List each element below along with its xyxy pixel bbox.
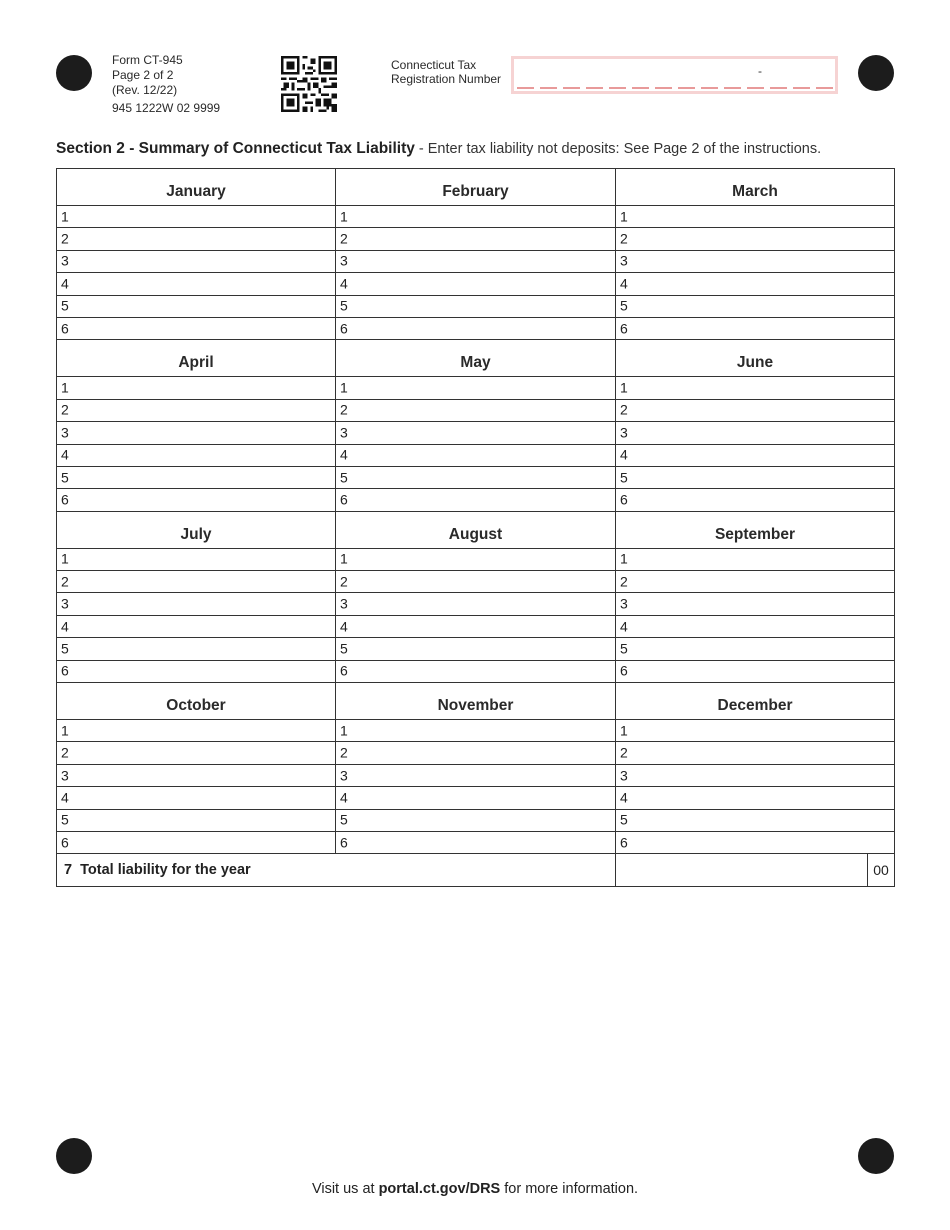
line-number: 5 [340,469,348,486]
line-number: 3 [61,595,69,612]
footer-suffix: for more information. [500,1181,639,1197]
line-number: 6 [620,491,628,508]
liability-cell [616,399,895,421]
line-number: 2 [620,401,628,418]
line-number: 1 [340,722,348,739]
liability-input[interactable] [75,208,308,226]
registration-mark-bottom-left [56,1138,92,1174]
line-number: 4 [61,446,69,463]
liability-input[interactable] [354,297,588,315]
line-number: 3 [61,252,69,269]
liability-cell [616,295,895,317]
table-row [57,422,895,444]
table-row [57,295,895,317]
total-label: 7 Total liability for the year [57,854,616,887]
liability-cell [57,444,336,466]
table-row [57,660,895,682]
section-heading: Section 2 - Summary of Connecticut Tax Liability [56,140,415,157]
line-number: 2 [620,744,628,761]
liability-input[interactable] [75,230,308,248]
table-row [57,444,895,466]
liability-input[interactable] [354,640,588,658]
liability-cell [57,787,336,809]
liability-input[interactable] [354,550,588,568]
table-row [57,742,895,764]
liability-input[interactable] [354,208,588,226]
month-header: May [336,340,616,377]
liability-input[interactable] [354,491,588,509]
month-header: July [57,511,336,548]
line-number: 5 [61,640,69,657]
line-number: 2 [61,230,69,247]
liability-cell [57,548,336,570]
line-number: 4 [340,789,348,806]
registration-number-input[interactable] [516,61,833,89]
line-number: 1 [61,722,69,739]
line-number: 6 [340,320,348,337]
line-number: 2 [620,573,628,590]
table-row [57,377,895,399]
liability-input[interactable] [634,789,867,807]
month-header: January [57,169,336,206]
liability-input[interactable] [634,811,867,829]
line-number: 6 [620,320,628,337]
line-number: 5 [61,469,69,486]
liability-input[interactable] [75,469,308,487]
table-row [57,548,895,570]
liability-input[interactable] [634,573,867,591]
liability-cell [336,317,616,339]
table-row [57,638,895,660]
liability-cell [57,228,336,250]
line-number: 2 [620,230,628,247]
liability-cell [616,206,895,228]
liability-cell [616,273,895,295]
line-number: 4 [620,789,628,806]
liability-input[interactable] [75,767,308,785]
liability-input[interactable] [354,379,588,397]
month-header: August [336,511,616,548]
liability-cell [336,466,616,488]
liability-cell [336,422,616,444]
table-row [57,489,895,511]
footer-link[interactable]: portal.ct.gov/DRS [378,1181,501,1197]
line-number: 6 [620,834,628,851]
liability-input[interactable] [634,297,867,315]
liability-input[interactable] [634,252,867,270]
liability-cell [336,764,616,786]
liability-input[interactable] [354,275,588,293]
liability-cell [336,548,616,570]
line-number: 4 [340,618,348,635]
liability-input[interactable] [354,811,588,829]
section-title [56,140,821,158]
total-cents: 00 [867,854,894,886]
line-number: 6 [61,834,69,851]
liability-cell [616,422,895,444]
liability-input[interactable] [75,297,308,315]
liability-cell [57,273,336,295]
line-number: 4 [61,618,69,635]
line-number: 2 [340,401,348,418]
line-number: 6 [61,662,69,679]
liability-cell [336,615,616,637]
form-page: Page 2 of 2 [112,68,174,82]
registration-label-line2: Registration Number [391,72,502,86]
liability-cell [336,809,616,831]
liability-input[interactable] [75,662,308,680]
total-amount-cell [616,854,895,887]
liability-input[interactable] [634,767,867,785]
liability-cell [336,720,616,742]
liability-cell [57,720,336,742]
month-header: February [336,169,616,206]
liability-cell [57,466,336,488]
table-row [57,571,895,593]
month-header-row [57,683,895,720]
line-number: 1 [620,379,628,396]
liability-cell [57,250,336,272]
registration-mark-top-left [56,55,92,91]
line-number: 6 [61,320,69,337]
liability-input[interactable] [75,252,308,270]
line-number: 2 [61,573,69,590]
table-row [57,764,895,786]
liability-cell [616,228,895,250]
liability-cell [336,742,616,764]
liability-input[interactable] [75,320,308,338]
line-number: 1 [620,208,628,225]
liability-cell [336,787,616,809]
line-number: 3 [340,767,348,783]
liability-cell [336,660,616,682]
liability-cell [57,206,336,228]
liability-cell [336,444,616,466]
line-number: 2 [61,744,69,761]
line-number: 2 [340,573,348,590]
liability-cell [336,638,616,660]
table-row [57,787,895,809]
line-number: 6 [620,662,628,679]
registration-mark-bottom-right [858,1138,894,1174]
liability-input[interactable] [634,401,867,419]
liability-input[interactable] [354,573,588,591]
line-number: 3 [340,252,348,269]
line-number: 3 [620,424,628,441]
liability-input[interactable] [354,595,588,613]
liability-input[interactable] [75,789,308,807]
line-number: 5 [620,297,628,314]
line-number: 4 [620,618,628,635]
line-number: 6 [61,491,69,508]
liability-input[interactable] [634,208,867,226]
registration-separator: - [758,64,762,78]
month-header: November [336,683,616,720]
month-header: September [616,511,895,548]
liability-input[interactable] [354,469,588,487]
line-number: 1 [340,208,348,225]
liability-input[interactable] [75,446,308,464]
table-row [57,228,895,250]
liability-cell [336,377,616,399]
liability-input[interactable] [354,618,588,636]
table-row [57,466,895,488]
registration-number-label [391,58,501,86]
liability-cell [616,444,895,466]
section-instructions: - Enter tax liability not deposits: See Page 2 of the instructions. [414,141,822,157]
liability-input[interactable] [634,320,867,338]
line-number: 1 [620,722,628,739]
liability-cell [616,742,895,764]
liability-cell [57,377,336,399]
liability-input[interactable] [634,446,867,464]
liability-cell [57,399,336,421]
liability-input[interactable] [354,446,588,464]
liability-cell [57,831,336,853]
liability-cell [616,571,895,593]
registration-label-line1: Connecticut Tax [391,58,477,72]
liability-input[interactable] [634,275,867,293]
month-header-row [57,169,895,206]
line-number: 3 [620,595,628,612]
liability-input[interactable] [354,789,588,807]
line-number: 5 [340,640,348,657]
liability-input[interactable] [634,640,867,658]
liability-cell [616,548,895,570]
line-number: 1 [61,550,69,567]
liability-cell [616,764,895,786]
table-row [57,273,895,295]
liability-input[interactable] [75,379,308,397]
line-number: 6 [340,662,348,679]
line-number: 2 [340,744,348,761]
line-number: 4 [61,275,69,292]
table-row [57,809,895,831]
liability-cell [616,317,895,339]
liability-cell [336,593,616,615]
total-row [57,854,895,887]
total-amount-input[interactable] [626,860,866,878]
liability-cell [616,615,895,637]
liability-input[interactable] [354,767,588,785]
liability-input[interactable] [634,662,867,680]
footer-note [0,1181,950,1197]
liability-cell [57,571,336,593]
line-number: 5 [340,811,348,828]
liability-input[interactable] [75,275,308,293]
table-row [57,831,895,853]
liability-input[interactable] [75,491,308,509]
liability-cell [616,660,895,682]
liability-input[interactable] [75,722,308,740]
liability-input[interactable] [634,491,867,509]
form-barcode-text: 945 1222W 02 9999 [112,101,221,115]
liability-cell [616,831,895,853]
line-number: 5 [61,811,69,828]
table-row [57,720,895,742]
liability-cell [57,742,336,764]
line-number: 4 [620,446,628,463]
liability-cell [336,295,616,317]
liability-input[interactable] [634,379,867,397]
liability-cell [57,660,336,682]
liability-cell [616,638,895,660]
line-number: 4 [61,789,69,806]
liability-input[interactable] [75,401,308,419]
line-number: 5 [620,469,628,486]
liability-cell [616,720,895,742]
line-number: 1 [620,550,628,567]
liability-input[interactable] [634,230,867,248]
liability-input[interactable] [634,722,867,740]
month-header: June [616,340,895,377]
month-header-row [57,340,895,377]
footer-prefix: Visit us at [311,1181,379,1197]
table-row [57,615,895,637]
form-header-info [112,53,220,116]
liability-cell [336,228,616,250]
liability-input[interactable] [354,662,588,680]
line-number: 4 [340,275,348,292]
liability-input[interactable] [354,744,588,762]
liability-cell [57,809,336,831]
liability-input[interactable] [354,230,588,248]
qr-code-icon [281,56,337,112]
registration-comb-lines [517,87,835,89]
liability-table [56,168,895,887]
line-number: 1 [61,208,69,225]
line-number: 3 [620,252,628,269]
registration-number-box [511,56,838,94]
table-row [57,250,895,272]
liability-cell [336,399,616,421]
line-number: 4 [340,446,348,463]
liability-input[interactable] [354,252,588,270]
line-number: 3 [620,767,628,783]
liability-input[interactable] [634,424,867,442]
month-header: October [57,683,336,720]
liability-cell [336,250,616,272]
liability-cell [57,615,336,637]
line-number: 2 [61,401,69,418]
table-row [57,317,895,339]
liability-cell [336,489,616,511]
form-revision: (Rev. 12/22) [112,83,178,97]
line-number: 3 [340,424,348,441]
liability-cell [616,466,895,488]
liability-input[interactable] [75,424,308,442]
line-number: 6 [340,491,348,508]
line-number: 2 [340,230,348,247]
liability-input[interactable] [75,573,308,591]
line-number: 3 [340,595,348,612]
liability-cell [57,638,336,660]
liability-input[interactable] [634,834,867,852]
form-name: Form CT-945 [112,53,183,67]
liability-input[interactable] [634,469,867,487]
line-number: 4 [620,275,628,292]
liability-cell [57,295,336,317]
liability-cell [57,489,336,511]
line-number: 1 [61,379,69,396]
line-number: 5 [61,297,69,314]
liability-input[interactable] [75,811,308,829]
liability-cell [57,422,336,444]
liability-input[interactable] [354,401,588,419]
liability-input[interactable] [634,550,867,568]
liability-input[interactable] [354,834,588,852]
liability-input[interactable] [634,595,867,613]
month-header-row [57,511,895,548]
liability-input[interactable] [75,834,308,852]
month-header: April [57,340,336,377]
liability-cell [336,831,616,853]
line-number: 6 [340,834,348,851]
liability-input[interactable] [75,744,308,762]
line-number: 1 [340,379,348,396]
line-number: 5 [620,811,628,828]
liability-cell [616,809,895,831]
liability-input[interactable] [75,618,308,636]
month-header: December [616,683,895,720]
liability-cell [57,764,336,786]
liability-cell [57,593,336,615]
table-row [57,593,895,615]
liability-input[interactable] [354,424,588,442]
liability-input[interactable] [75,550,308,568]
liability-input[interactable] [354,320,588,338]
liability-cell [336,273,616,295]
month-header: March [616,169,895,206]
liability-cell [616,377,895,399]
liability-cell [616,250,895,272]
liability-input[interactable] [634,618,867,636]
liability-cell [616,489,895,511]
line-number: 5 [620,640,628,657]
line-number: 1 [340,550,348,567]
liability-cell [616,787,895,809]
line-number: 3 [61,767,69,783]
liability-input[interactable] [75,640,308,658]
liability-cell [57,317,336,339]
liability-input[interactable] [354,722,588,740]
line-number: 5 [340,297,348,314]
liability-cell [616,593,895,615]
line-number: 3 [61,424,69,441]
liability-input[interactable] [634,744,867,762]
registration-mark-top-right [858,55,894,91]
liability-cell [336,571,616,593]
liability-cell [336,206,616,228]
liability-input[interactable] [75,595,308,613]
table-row [57,399,895,421]
table-row [57,206,895,228]
